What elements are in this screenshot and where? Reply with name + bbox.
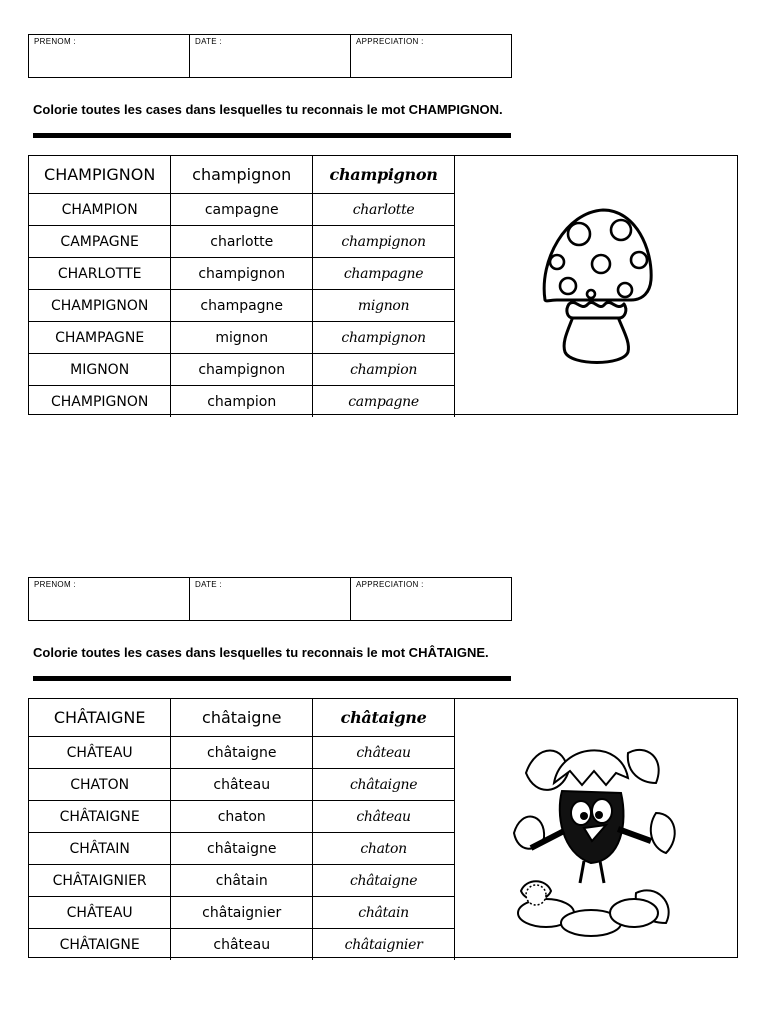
word-cell-uppercase[interactable]: CAMPAGNE <box>29 226 171 258</box>
appreciation-label: APPRECIATION : <box>356 580 424 589</box>
word-cell-lowercase[interactable]: châtaignier <box>171 897 313 929</box>
grid-row <box>29 322 455 354</box>
prenom-label: PRENOM : <box>29 35 190 77</box>
word-cell-uppercase[interactable]: CHAMPIGNON <box>29 386 171 418</box>
word-cell-cursive[interactable]: campagne <box>313 386 455 418</box>
word-cell-uppercase[interactable]: CHAMPIGNON <box>29 156 171 194</box>
word-cell-uppercase[interactable]: CHÂTEAU <box>29 737 171 769</box>
word-cell-lowercase[interactable]: charlotte <box>171 226 313 258</box>
grid-row <box>29 386 455 418</box>
picture-cell-2 <box>455 699 737 957</box>
word-cell-uppercase[interactable]: CHAMPION <box>29 194 171 226</box>
word-cell-uppercase[interactable]: CHARLOTTE <box>29 258 171 290</box>
word-grid-2 <box>29 699 455 960</box>
grid-row <box>29 897 455 929</box>
grid-row <box>29 290 455 322</box>
word-cell-cursive[interactable]: châtain <box>313 897 455 929</box>
word-cell-cursive[interactable]: champignon <box>313 226 455 258</box>
student-info-box-1 <box>28 34 512 78</box>
word-cell-uppercase[interactable]: MIGNON <box>29 354 171 386</box>
word-cell-uppercase[interactable]: CHÂTAIN <box>29 833 171 865</box>
word-cell-lowercase[interactable]: château <box>171 769 313 801</box>
word-cell-cursive[interactable]: château <box>313 801 455 833</box>
word-cell-lowercase[interactable]: campagne <box>171 194 313 226</box>
grid-row <box>29 865 455 897</box>
grid-row <box>29 769 455 801</box>
word-cell-lowercase[interactable]: châtaigne <box>171 833 313 865</box>
grid-row <box>29 156 455 194</box>
word-cell-uppercase[interactable]: CHAMPAGNE <box>29 322 171 354</box>
word-cell-cursive[interactable]: chaton <box>313 833 455 865</box>
grid-row <box>29 699 455 737</box>
grid-row <box>29 354 455 386</box>
mushroom-icon <box>531 200 661 370</box>
grid-row <box>29 226 455 258</box>
word-cell-cursive[interactable]: mignon <box>313 290 455 322</box>
word-cell-uppercase[interactable]: CHÂTEAU <box>29 897 171 929</box>
word-cell-cursive[interactable]: champignon <box>313 156 455 194</box>
word-cell-lowercase[interactable]: châtain <box>171 865 313 897</box>
word-cell-lowercase[interactable]: champignon <box>171 156 313 194</box>
grid-row <box>29 833 455 865</box>
word-cell-uppercase[interactable]: CHÂTAIGNE <box>29 801 171 833</box>
word-cell-lowercase[interactable]: champignon <box>171 354 313 386</box>
grid-row <box>29 929 455 961</box>
word-cell-cursive[interactable]: châtaigne <box>313 769 455 801</box>
word-grid-1 <box>29 156 455 417</box>
prenom-label: PRENOM : <box>29 578 190 620</box>
grid-row <box>29 737 455 769</box>
date-label: DATE : <box>190 578 351 620</box>
word-cell-lowercase[interactable]: chaton <box>171 801 313 833</box>
appreciation-label: APPRECIATION : <box>356 37 424 46</box>
student-info-box-2 <box>28 577 512 621</box>
word-cell-cursive[interactable]: châtaignier <box>313 929 455 961</box>
word-cell-lowercase[interactable]: mignon <box>171 322 313 354</box>
word-cell-cursive[interactable]: châtaigne <box>313 865 455 897</box>
exercise-2 <box>28 698 738 958</box>
grid-row <box>29 194 455 226</box>
grid-row <box>29 801 455 833</box>
instruction-1: Colorie toutes les cases dans lesquelles tu reconnais le mot CHAMPIGNON. <box>33 102 503 117</box>
word-cell-cursive[interactable]: champion <box>313 354 455 386</box>
word-cell-lowercase[interactable]: châtaigne <box>171 737 313 769</box>
word-cell-lowercase[interactable]: champagne <box>171 290 313 322</box>
word-cell-uppercase[interactable]: CHÂTAIGNE <box>29 699 171 737</box>
chick-in-shell-icon <box>506 713 686 943</box>
word-cell-lowercase[interactable]: châtaigne <box>171 699 313 737</box>
word-cell-lowercase[interactable]: champignon <box>171 258 313 290</box>
word-cell-cursive[interactable]: champagne <box>313 258 455 290</box>
picture-cell-1 <box>455 156 737 414</box>
word-cell-cursive[interactable]: châtaigne <box>313 699 455 737</box>
word-cell-cursive[interactable]: champignon <box>313 322 455 354</box>
date-label: DATE : <box>190 35 351 77</box>
word-cell-uppercase[interactable]: CHÂTAIGNIER <box>29 865 171 897</box>
instruction-2: Colorie toutes les cases dans lesquelles tu reconnais le mot CHÂTAIGNE. <box>33 645 489 660</box>
word-cell-uppercase[interactable]: CHATON <box>29 769 171 801</box>
word-cell-uppercase[interactable]: CHAMPIGNON <box>29 290 171 322</box>
divider-2 <box>33 676 511 681</box>
divider-1 <box>33 133 511 138</box>
word-cell-cursive[interactable]: château <box>313 737 455 769</box>
word-cell-cursive[interactable]: charlotte <box>313 194 455 226</box>
word-cell-lowercase[interactable]: château <box>171 929 313 961</box>
exercise-1 <box>28 155 738 415</box>
word-cell-uppercase[interactable]: CHÂTAIGNE <box>29 929 171 961</box>
word-cell-lowercase[interactable]: champion <box>171 386 313 418</box>
grid-row <box>29 258 455 290</box>
